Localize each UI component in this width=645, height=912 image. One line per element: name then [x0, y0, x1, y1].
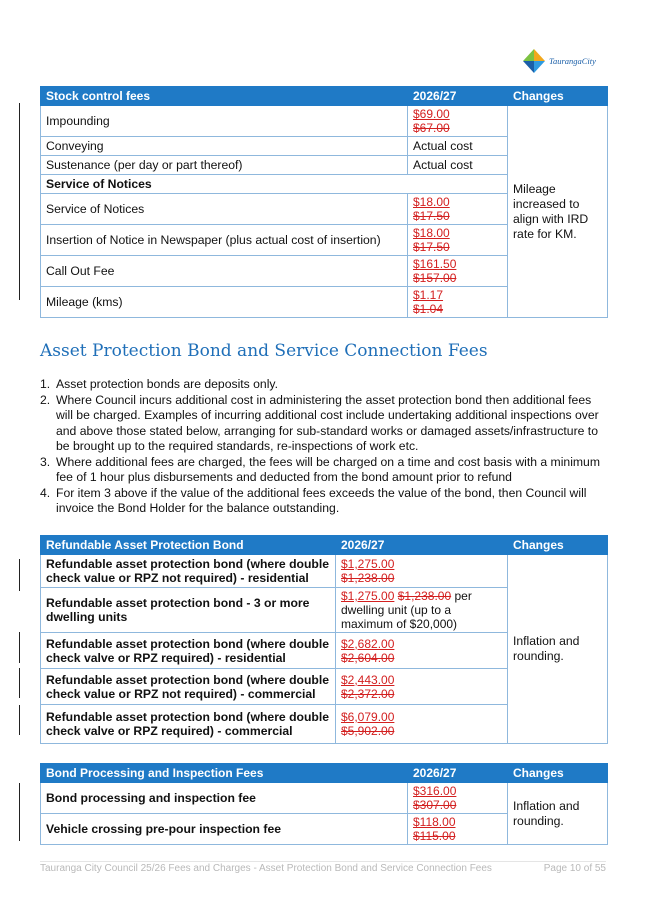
column-header: Refundable Asset Protection Bond — [41, 536, 336, 555]
old-price: $17.50 — [413, 209, 450, 223]
logo-mark-icon — [521, 48, 547, 74]
page-footer — [40, 861, 606, 874]
tauranga-city-logo — [521, 47, 621, 75]
refundable-bond-table — [40, 535, 608, 744]
fee-price — [408, 814, 508, 845]
new-price: $161.50 — [413, 257, 457, 271]
change-bar — [19, 103, 20, 300]
list-item: 3. Where additional fees are charged, the fees will be charged on a time and cost basis with a minimum fee of 1 hour plus disbursements and deducted from the bond amount prior to refund — [40, 454, 600, 484]
old-price: $1,238.00 — [397, 589, 452, 603]
column-header: Bond Processing and Inspection Fees — [41, 764, 408, 783]
table-row — [41, 106, 608, 137]
fee-label: Refundable asset protection bond (where double check value or RPZ not required) - commercial — [41, 669, 336, 705]
old-price: $2,372.00 — [341, 686, 395, 701]
changes-note: Mileage increased to align with IRD rate for KM. — [508, 106, 608, 318]
fee-price — [336, 555, 508, 588]
fee-label: Refundable asset protection bond (where double check value or RPZ not required) - residential — [41, 555, 336, 588]
list-item: 2. Where Council incurs additional cost in administering the asset protection bond then additional fees will be charged. Examples of incurring additional cost include undertaking additional inspections over and above those stated below, arranging for sub-standard works or damaged assets/infrastructure to be brought up to the required standards, re-inspections of work etc. — [40, 392, 599, 453]
column-header: Stock control fees — [41, 87, 408, 106]
fee-label: Bond processing and inspection fee — [41, 783, 408, 814]
fee-label: Impounding — [41, 106, 408, 137]
logo-text: TaurangaCity — [549, 56, 596, 66]
fee-price — [336, 669, 508, 705]
old-price: $67.00 — [413, 121, 450, 135]
table-header-row — [41, 536, 608, 555]
notes-list — [40, 377, 605, 517]
old-price: $1,238.00 — [341, 571, 395, 585]
new-price: $2,682.00 — [341, 636, 395, 651]
fee-label: Refundable asset protection bond (where double check valve or RPZ required) - residential — [41, 633, 336, 669]
fee-price — [336, 705, 508, 744]
old-price: $1.04 — [413, 302, 444, 316]
fee-label: Refundable asset protection bond (where double check valve or RPZ required) - commercial — [41, 705, 336, 744]
old-price: $157.00 — [413, 271, 457, 285]
fee-price — [336, 633, 508, 669]
fee-label: Conveying — [41, 137, 408, 156]
stock-control-table — [40, 86, 608, 318]
old-price: $17.50 — [413, 240, 450, 254]
column-header: 2026/27 — [408, 764, 508, 783]
fee-price — [408, 783, 508, 814]
fee-label: Service of Notices — [41, 194, 408, 225]
fee-label: Mileage (kms) — [41, 287, 408, 318]
new-price: $316.00 — [413, 784, 457, 798]
fee-label: Refundable asset protection bond - 3 or more dwelling units — [41, 588, 336, 633]
list-item: 4. For item 3 above if the value of the additional fees exceeds the value of the bond, then Council will invoice the Bond Holder for the balance outstanding. — [40, 485, 587, 515]
change-bar — [19, 813, 20, 841]
column-header: 2026/27 — [336, 536, 508, 555]
fee-label: Call Out Fee — [41, 256, 408, 287]
new-price: $118.00 — [413, 815, 456, 829]
fee-label: Vehicle crossing pre-pour inspection fee — [41, 814, 408, 845]
fee-value: Actual cost — [408, 137, 508, 156]
new-price: $18.00 — [413, 226, 450, 240]
table-row — [41, 555, 608, 588]
fee-price — [408, 225, 508, 256]
page-number: Page 10 of 55 — [543, 863, 606, 874]
column-header: Changes — [508, 764, 608, 783]
old-price: $5,902.00 — [341, 724, 395, 738]
new-price: $1,275.00 — [341, 557, 395, 571]
new-price: $18.00 — [413, 195, 450, 209]
column-header: 2026/27 — [408, 87, 508, 106]
new-price: $6,079.00 — [341, 710, 395, 724]
table-row — [41, 783, 608, 814]
fee-price — [408, 287, 508, 318]
footer-title: Tauranga City Council 25/26 Fees and Charges - Asset Protection Bond and Service Connection Fees — [40, 863, 492, 874]
fee-price — [408, 194, 508, 225]
change-bar — [19, 668, 20, 698]
change-bar — [19, 632, 20, 663]
new-price: $2,443.00 — [341, 672, 395, 687]
price-suffix: per dwelling unit (up to a maximum of $20,000) — [341, 589, 472, 631]
new-price: $1,275.00 — [341, 589, 395, 603]
old-price: $2,604.00 — [341, 650, 395, 665]
fee-price — [408, 106, 508, 137]
table-header-row — [41, 87, 608, 106]
old-price: $307.00 — [413, 798, 457, 812]
fee-price — [336, 588, 508, 633]
fee-value: Actual cost — [408, 156, 508, 175]
list-item: 1. Asset protection bonds are deposits only. — [40, 377, 278, 391]
column-header: Changes — [508, 536, 608, 555]
changes-note: Inflation and rounding. — [508, 555, 608, 744]
change-bar — [19, 705, 20, 735]
fee-label: Sustenance (per day or part thereof) — [41, 156, 408, 175]
column-header: Changes — [508, 87, 608, 106]
bond-processing-table — [40, 763, 608, 845]
new-price: $69.00 — [413, 107, 450, 121]
section-label: Service of Notices — [41, 175, 508, 194]
section-heading: Asset Protection Bond and Service Connection Fees — [40, 341, 488, 361]
table-header-row — [41, 764, 608, 783]
fee-price — [408, 256, 508, 287]
change-bar — [19, 783, 20, 813]
new-price: $1.17 — [413, 288, 444, 302]
fee-label: Insertion of Notice in Newspaper (plus actual cost of insertion) — [41, 225, 408, 256]
change-bar — [19, 559, 20, 591]
old-price: $115.00 — [413, 829, 456, 843]
changes-note: Inflation and rounding. — [508, 783, 608, 845]
